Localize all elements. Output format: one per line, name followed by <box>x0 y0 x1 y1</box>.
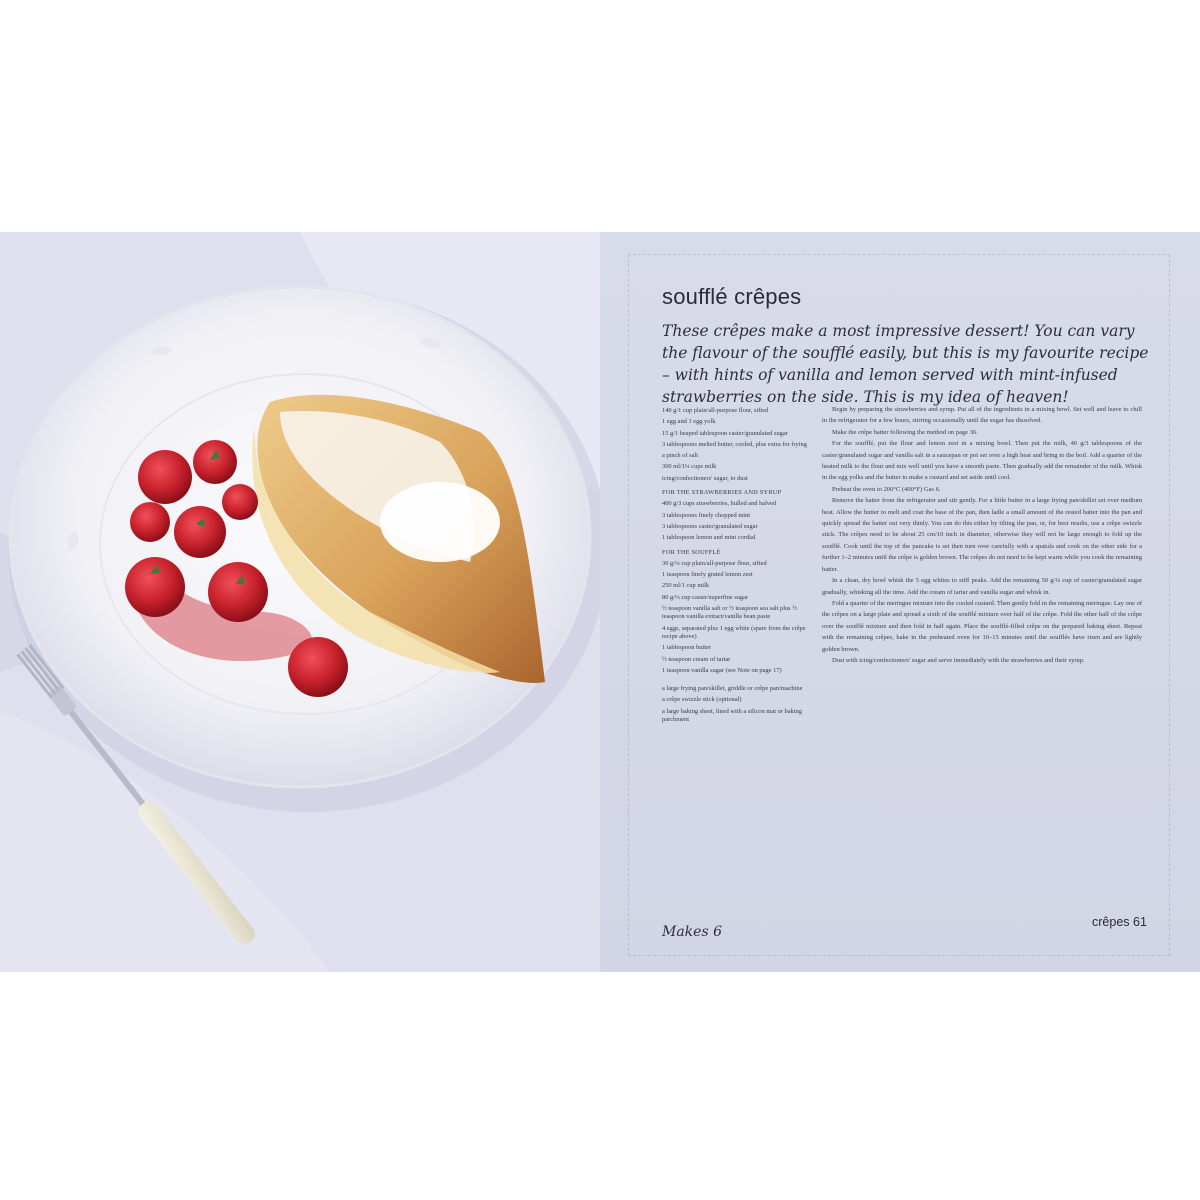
ingredient: ½ teaspoon cream of tartar <box>662 655 731 663</box>
ingredient-heading: FOR THE SOUFFLÉ <box>662 548 721 556</box>
ingredient: 250 ml/1 cup milk <box>662 582 710 590</box>
recipe-page <box>600 232 1200 972</box>
ingredient: a pinch of salt <box>662 452 699 460</box>
ingredient: 15 g/1 heaped tablespoon caster/granulated sugar <box>662 429 788 437</box>
method-text <box>822 404 1142 666</box>
method-paragraph: Fold a quarter of the meringue mixture into the cooled custard. Then gently fold in the remaining meringue. Lay one of the crêpes on a large plate and spread a sixth of the soufflé mixture over half of the crêpe. Fold the other half of the crêpe over the soufflé mixture and then fold in half again. Place the soufflé-filled crêpe on the prepared baking sheet. Repeat with the remaining crêpes, bake in the preheated oven for 10–15 minutes until the soufflés have risen and are lightly golden brown. <box>822 599 1142 653</box>
ingredient: 140 g/1 cup plain/all-purpose flour, sifted <box>662 407 769 414</box>
method-paragraph: Begin by preparing the strawberries and syrup. Put all of the ingredients in a mixing bowl. Set well and leave to chill in the refrigerator for a few hours, stirring occasionally until the sugar has dissolved. <box>822 406 1142 425</box>
yield-note: Makes 6 <box>662 924 722 940</box>
ingredient: 1 tablespoon butter <box>662 644 711 652</box>
ingredient: 1 tablespoon lemon and mint cordial <box>662 534 756 542</box>
ingredient: 300 ml/1¼ cups milk <box>662 463 717 471</box>
ingredient: ½ teaspoon vanilla salt or ½ teaspoon sea salt plus ½ teaspoon vanilla extract/vanilla bean paste <box>662 605 798 621</box>
ingredient: 400 g/3 cups strawberries, hulled and halved <box>662 500 777 508</box>
ingredient: 30 g/¼ cup plain/all-purpose flour, sifted <box>662 559 767 567</box>
ingredient: 4 eggs, separated plus 1 egg white (spare from the crêpe recipe above) <box>662 624 806 640</box>
ingredient: 3 tablespoons finely chopped mint <box>662 511 751 519</box>
method-paragraph: Make the crêpe batter following the method on page 36. <box>832 428 978 436</box>
ingredients-list <box>662 407 812 727</box>
ingredient: 3 tablespoons melted butter, cooled, plus extra for frying <box>662 440 807 448</box>
equipment: a large frying pan/skillet, griddle or crêpe pan/machine <box>662 685 803 693</box>
method-paragraph: Remove the batter from the refrigerator and stir gently. For a little butter in a large frying pan/skillet set over medium heat. Allow the butter to melt and coat the base of the pan, then ladle a small amount of the rested batter into the pan and quickly spread the batter out very thinly. You can do this either by tilting the pan, or, for best results, use a crêpe swizzle stick. The crêpes need to be about 25 cm/10 inch in diameter, otherwise they will not be large enough to fold up the soufflé. Cook until the top of the pancake is set then turn over carefully with a spatula and cook on the other side for a further 1–2 minutes until the crêpe is golden brown. The crêpes do not need to be kept warm while you cook the remaining batter. <box>822 497 1142 573</box>
ingredient: 3 tablespoons caster/granulated sugar <box>662 522 758 530</box>
recipe-intro: These crêpes make a most impressive dessert! You can vary the flavour of the soufflé easily, but this is my favourite recipe – with hints of vanilla and lemon served with mint-infused strawberries on the side. This is my idea of heaven! <box>662 322 1149 406</box>
ingredient-heading: FOR THE STRAWBERRIES AND SYRUP <box>662 489 782 497</box>
ingredient: 1 teaspoon finely grated lemon zest <box>662 571 753 579</box>
method-paragraph: Dust with icing/confectioners' sugar and serve immediately with the strawberries and their syrup. <box>832 656 1085 664</box>
book-spread <box>0 232 1200 972</box>
equipment: a large baking sheet, lined with a silicon mat or baking parchment <box>662 707 802 724</box>
page-folio: crêpes 61 <box>1092 915 1147 929</box>
photo-illustration <box>0 232 600 972</box>
method-paragraph: For the soufflé, put the flour and lemon zest in a mixing bowl. Then put the milk, 40 g/3 tablespoons of the caster/granulated sugar and vanilla salt in a saucepan or pot set over a high heat and bring to the boil. Add a quarter of the heated milk to the flour and mix well until you have a smooth paste. Then gradually add the remainder of the milk. Whisk in the egg yolks and the butter to make a custard and set aside until cool. <box>822 440 1142 482</box>
method-paragraph: Preheat the oven to 200°C (400°F) Gas 6. <box>832 485 941 493</box>
ingredient: 80 g/⅓ cup caster/superfine sugar <box>662 593 749 601</box>
method-paragraph: In a clean, dry bowl whisk the 5 egg whites to stiff peaks. Add the remaining 50 g/¼ cup of caster/granulated sugar gradually, whisking all the time. Add the cream of tartar and vanilla sugar and whisk in. <box>822 577 1142 596</box>
ingredient: icing/confectioners' sugar, to dust <box>662 474 748 482</box>
recipe-photo <box>0 232 600 972</box>
ingredient: 1 teaspoon vanilla sugar (see Note on page 17) <box>662 666 782 674</box>
ingredient: 1 egg and 1 egg yolk <box>662 418 716 426</box>
equipment: a crêpe swizzle stick (optional) <box>662 696 742 704</box>
recipe-title: soufflé crêpes <box>662 284 802 309</box>
